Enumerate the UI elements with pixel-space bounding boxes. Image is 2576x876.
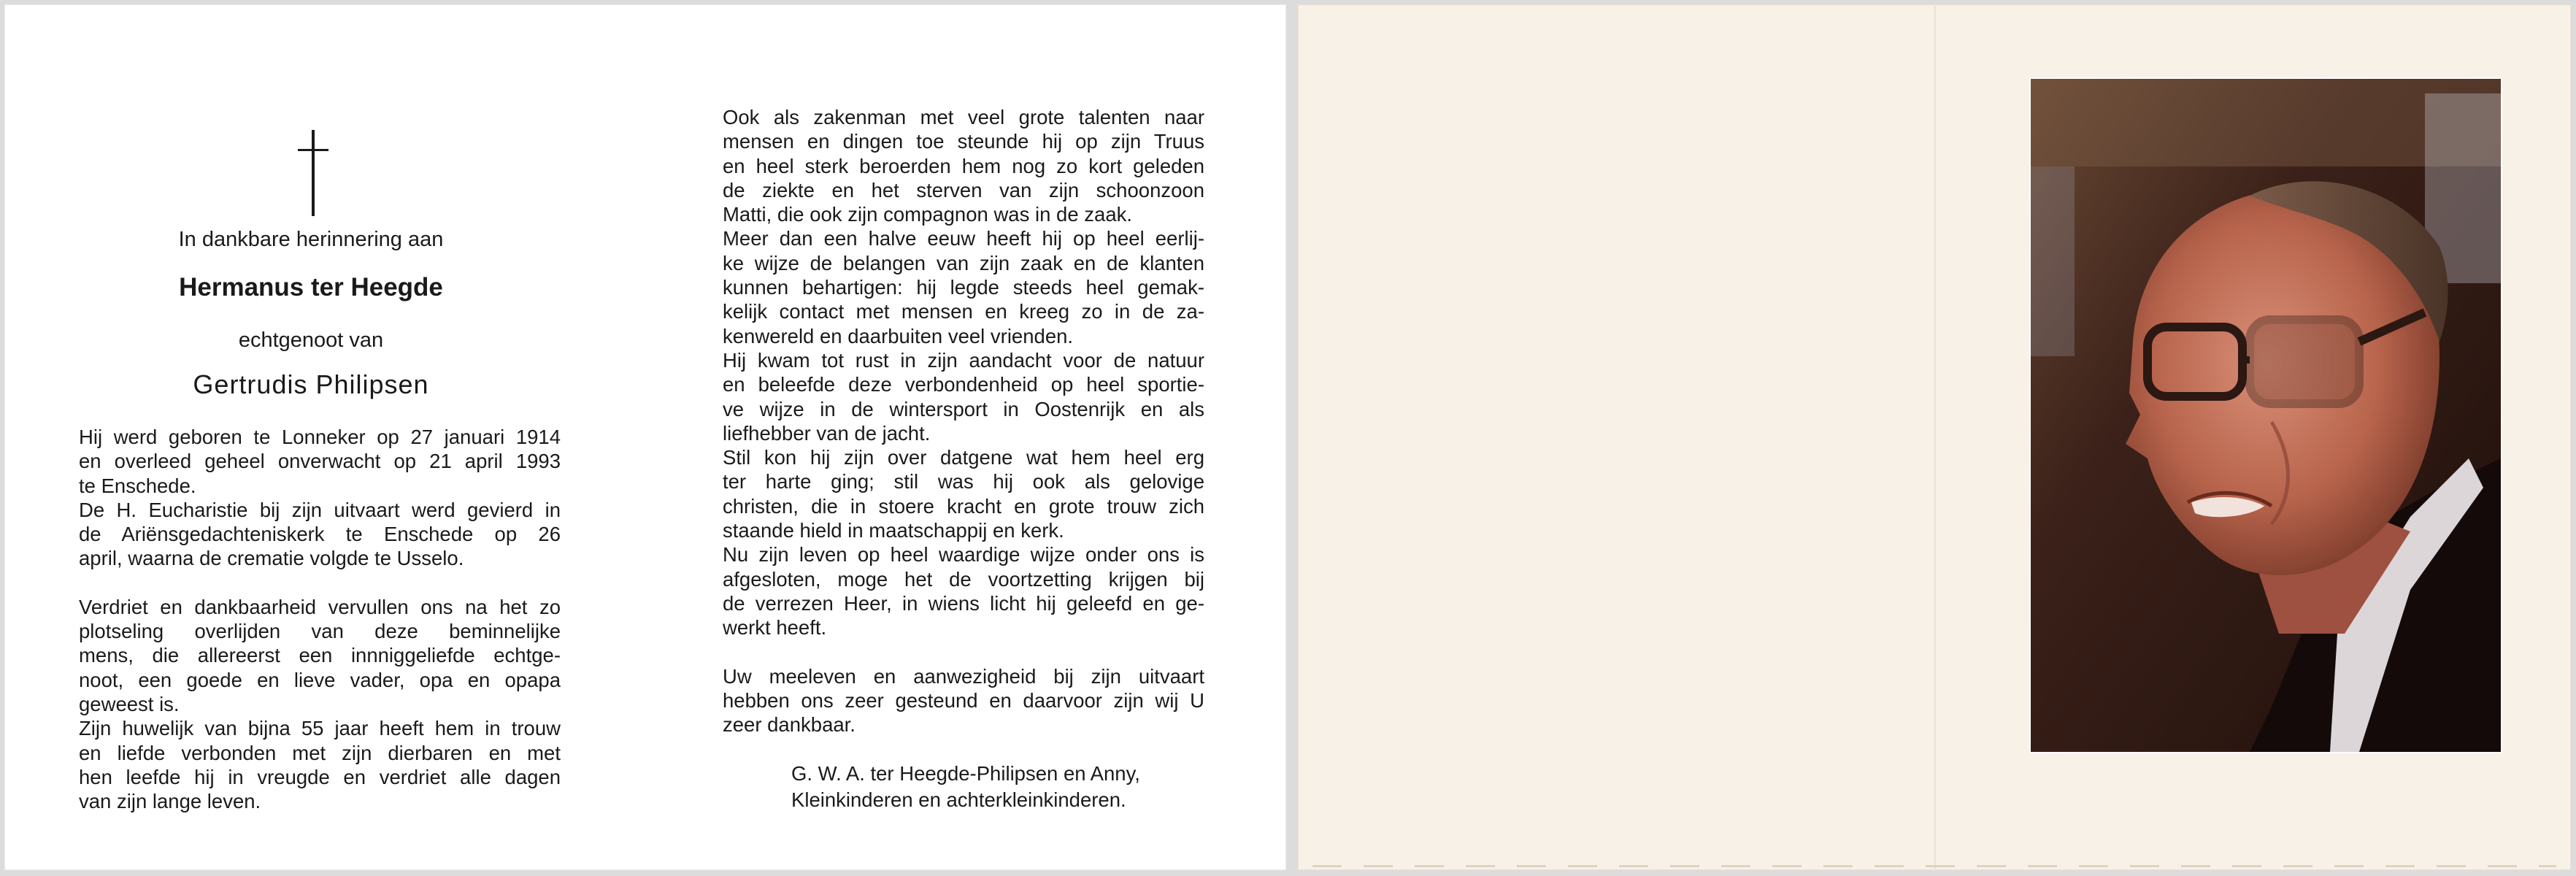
text-line: liefhebber van de jacht. [723,421,931,445]
text-line: Ook als zakenman met veel grote talenten naar [723,106,1204,128]
portrait-photo [2031,79,2501,752]
text-line: Hij werd geboren te Lonneker op 27 januari 1914 [79,426,561,448]
text-line: Verdriet en dankbaarheid vervullen ons na het zo [79,595,561,618]
card-edge [1312,865,2556,867]
text-column-right [723,105,1204,737]
text-line: De H. Eucharistie bij zijn uitvaart werd gevierd in [79,498,561,521]
latin-cross-icon [298,130,328,216]
text-line: plotseling overlijden van deze beminnelijke [79,620,561,643]
card-fold [1934,4,1936,870]
text-line: ter harte ging; stil was hij ook als gelovige [723,470,1204,493]
text-line: kunnen behartigen: hij legde steeds heel gemak- [723,276,1204,299]
text-line: noot, een goede en lieve vader, opa en opapa [79,668,561,691]
text-line: ve wijze in de wintersport in Oostenrijk en als [723,397,1204,420]
spouse-name: Gertrudis Philipsen [193,369,429,399]
text-line: de ziekte en het sterven van zijn schoonzoon [723,178,1204,201]
text-line: geweest is. [79,692,180,715]
text-line: Uw meeleven en aanwezigheid bij zijn uitvaart [723,664,1204,688]
text-line: mensen en dingen toe steunde hij op zijn Truus [723,130,1204,153]
text-line: april, waarna de crematie volgde te Usselo. [79,547,464,570]
text-line: en overleed geheel onverwacht op 21 april 1993 [79,450,561,473]
text-line: en liefde verbonden met zijn dierbaren en met [79,741,561,764]
deceased-name: Hermanus ter Heegde [179,273,443,301]
text-line: Zijn huwelijk van bijna 55 jaar heeft hem in trouw [79,717,561,740]
text-line: afgesloten, moge het de voortzetting krijgen bij [723,567,1204,591]
text-line: kenwereld en daarbuiten veel vrienden. [723,324,1074,347]
text-line: werkt heeft. [723,616,827,639]
text-column-left [79,425,561,813]
memorial-card-photo-side [1298,4,2571,870]
spouse-label: echtgenoot van [238,328,384,352]
text-line: Matti, die ook zijn compagnon was in de zaak. [723,203,1132,226]
text-line: hen leefde hij in vreugde en verdriet alle dagen [79,765,561,788]
text-line: zeer dankbaar. [723,713,856,737]
text-line: mens, die allereerst een innniggeliefde echtge- [79,644,561,667]
text-line: Hij kwam tot rust in zijn aandacht voor de natuur [723,348,1204,372]
text-line: Nu zijn leven op heel waardige wijze onder ons is [723,543,1204,566]
text-line: christen, die in stoere kracht en grote trouw zich [723,494,1204,518]
text-line: ke wijze de belangen van zijn zaak en de klanten [723,251,1204,274]
text-line: hebben ons zeer gesteund en daarvoor zijn wij U [723,688,1204,712]
text-line: en heel sterk beroerden hem nog zo kort geleden [723,154,1204,177]
text-line: van zijn lange leven. [79,790,261,813]
intro-line: In dankbare herinnering aan [178,228,444,251]
text-line: Meer dan een halve eeuw heeft hij op heel eerlij- [723,227,1204,250]
text-line: de Ariënsgedachteniskerk te Enschede op 26 [79,523,561,546]
signature-block [791,761,1140,813]
text-line: de verrezen Heer, in wiens licht hij geleefd en ge- [723,591,1204,615]
memorial-card-text-side [4,4,1286,870]
text-line: te Enschede. [79,474,196,497]
text-line: en beleefde deze verbondenheid op heel sportie- [723,373,1204,396]
text-line: kelijk contact met mensen en kreeg zo in de za- [723,300,1204,323]
signature-line: G. W. A. ter Heegde-Philipsen en Anny, [791,762,1140,785]
text-line: Stil kon hij zijn over datgene wat hem heel erg [723,446,1204,469]
text-line: staande hield in maatschappij en kerk. [723,519,1064,542]
signature-line: Kleinkinderen en achterkleinkinderen. [791,788,1126,811]
